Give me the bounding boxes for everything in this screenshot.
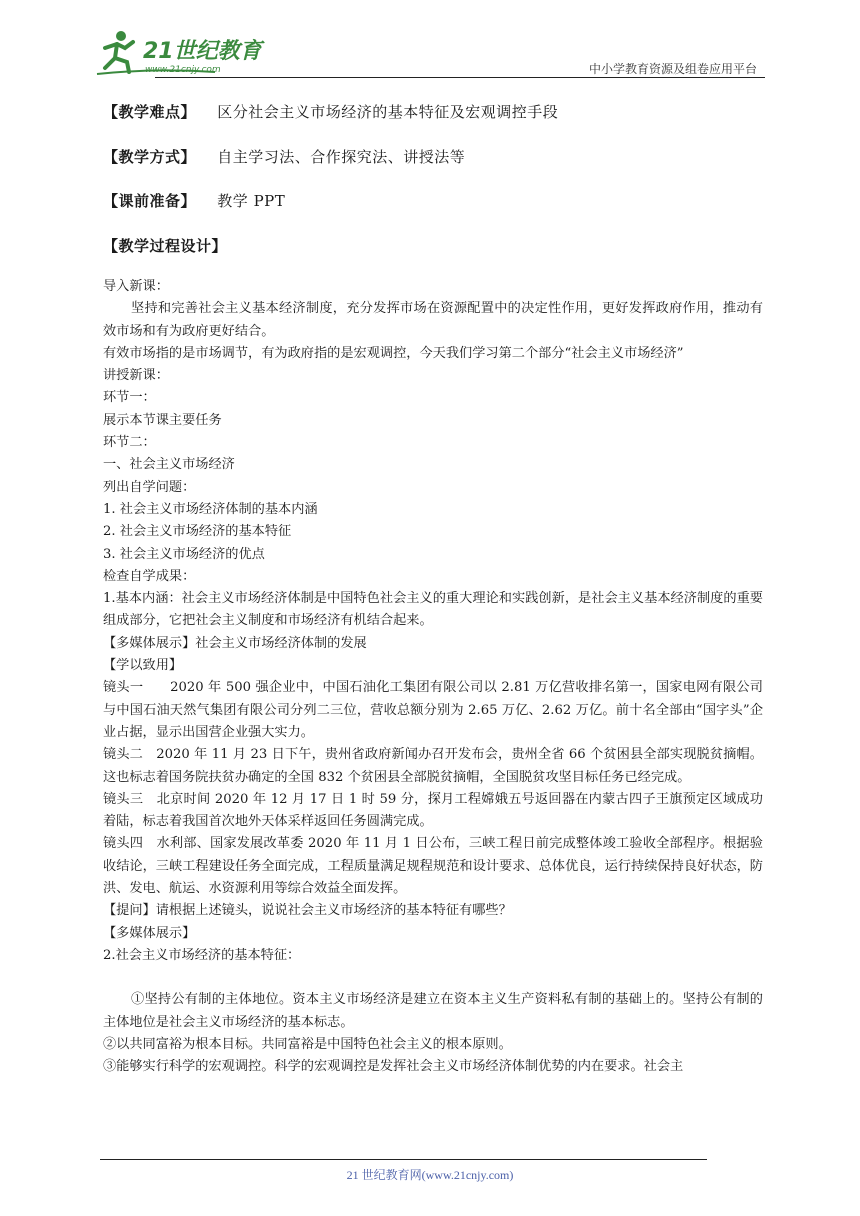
method-row	[103, 146, 465, 167]
body-paragraph: 有效市场指的是市场调节，有为政府指的是宏观调控，今天我们学习第二个部分“社会主义市场经济”	[103, 345, 684, 361]
body-paragraph: ①坚持公有制的主体地位。资本主义市场经济是建立在资本主义生产资料私有制的基础上的。坚持公有制的主体地位是社会主义市场经济的基本标志。	[103, 992, 763, 1030]
prep-text: 教学 PPT	[217, 192, 286, 210]
body-paragraph: 列出自学问题：	[103, 479, 196, 495]
platform-name: 中小学教育资源及组卷应用平台	[588, 62, 757, 76]
difficulty-row	[103, 101, 558, 122]
footer-text: 21 世纪教育网(www.21cnjy.com)	[346, 1168, 514, 1182]
design-label: 【教学过程设计】	[103, 237, 228, 255]
method-text: 自主学习法、合作探究法、讲授法等	[217, 148, 466, 166]
body-paragraph: 导入新课：	[103, 279, 169, 294]
body-paragraph: 【学以致用】	[103, 658, 183, 674]
body-paragraph: 3. 社会主义市场经济的优点	[103, 546, 265, 562]
body-paragraph: 环节一：	[103, 390, 156, 406]
body-paragraph: 镜头二 2020 年 11 月 23 日下午，贵州省政府新闻办召开发布会，贵州全省 66 个贫困县全部实现脱贫摘帽。这也标志着国务院扶贫办确定的全国 832 个贫困县全部脱贫摘帽，全国脱贫攻坚目标任务已经完成。	[103, 747, 763, 785]
body-paragraph: 环节二：	[103, 435, 156, 451]
header-rule	[155, 77, 765, 78]
paragraph-spacer	[103, 967, 763, 989]
body-paragraph: 镜头四 水利部、国家发展改革委 2020 年 11 月 1 日公布，三峡工程日前完成整体竣工验收全部程序。根据验收结论，三峡工程建设任务全面完成，工程质量满足规程规范和设计要求、总体优良，运行持续保持良好状态，防洪、发电、航运、水资源利用等综合效益全面发挥。	[103, 836, 763, 897]
lesson-body	[103, 276, 763, 1078]
site-logo	[95, 28, 265, 78]
body-paragraph: 坚持和完善社会主义基本经济制度，充分发挥市场在资源配置中的决定性作用，更好发挥政府作用，推动有效市场和有为政府更好结合。	[103, 301, 763, 339]
body-paragraph: 镜头三 北京时间 2020 年 12 月 17 日 1 时 59 分，探月工程嫦娥五号返回器在内蒙古四子王旗预定区域成功着陆，标志着我国首次地外天体采样返回任务圆满完成。	[103, 791, 763, 830]
body-paragraph: 【多媒体展示】	[103, 925, 196, 941]
body-paragraph: 讲授新课：	[103, 368, 169, 384]
design-row	[103, 235, 243, 256]
body-paragraph: 2.社会主义市场经济的基本特征：	[103, 947, 301, 963]
body-paragraph: 2. 社会主义市场经济的基本特征	[103, 524, 292, 540]
logo-url: www.21cnjy.com	[145, 65, 221, 75]
difficulty-text: 区分社会主义市场经济的基本特征及宏观调控手段	[217, 103, 559, 121]
body-paragraph: 检查自学成果：	[103, 568, 196, 584]
prep-label: 【课前准备】	[103, 192, 197, 210]
body-paragraph: 一、社会主义市场经济	[103, 457, 235, 473]
page-header	[95, 28, 765, 80]
body-paragraph: 1.基本内涵：社会主义市场经济体制是中国特色社会主义的重大理论和实践创新，是社会主义基本经济制度的重要组成部分，它把社会主义制度和市场经济有机结合起来。	[103, 591, 763, 629]
body-paragraph: 镜头一 2020 年 500 强企业中，中国石油化工集团有限公司以 2.81 万亿营收排名第一，国家电网有限公司与中国石油天然气集团有限公司分列二三位，营收总额分别为 2.65 万亿、2.62 万亿。前十名全部由“国字头”企业占据，显示出国营企业强大实力。	[103, 680, 763, 740]
body-paragraph: 【提问】请根据上述镜头，说说社会主义市场经济的基本特征有哪些？	[103, 903, 512, 919]
body-paragraph: 1. 社会主义市场经济体制的基本内涵	[103, 501, 318, 517]
prep-row	[103, 190, 285, 211]
difficulty-label: 【教学难点】	[103, 103, 197, 121]
footer-rule	[100, 1159, 707, 1160]
body-paragraph: 展示本节课主要任务	[103, 412, 222, 428]
body-paragraph: ③能够实行科学的宏观调控。科学的宏观调控是发挥社会主义市场经济体制优势的内在要求。社会主	[103, 1059, 684, 1075]
method-label: 【教学方式】	[103, 148, 197, 166]
body-paragraph: 【多媒体展示】社会主义市场经济体制的发展	[103, 635, 367, 651]
body-paragraph: ②以共同富裕为根本目标。共同富裕是中国特色社会主义的根本原则。	[103, 1036, 512, 1052]
logo-text: 21世纪教育	[143, 39, 262, 64]
